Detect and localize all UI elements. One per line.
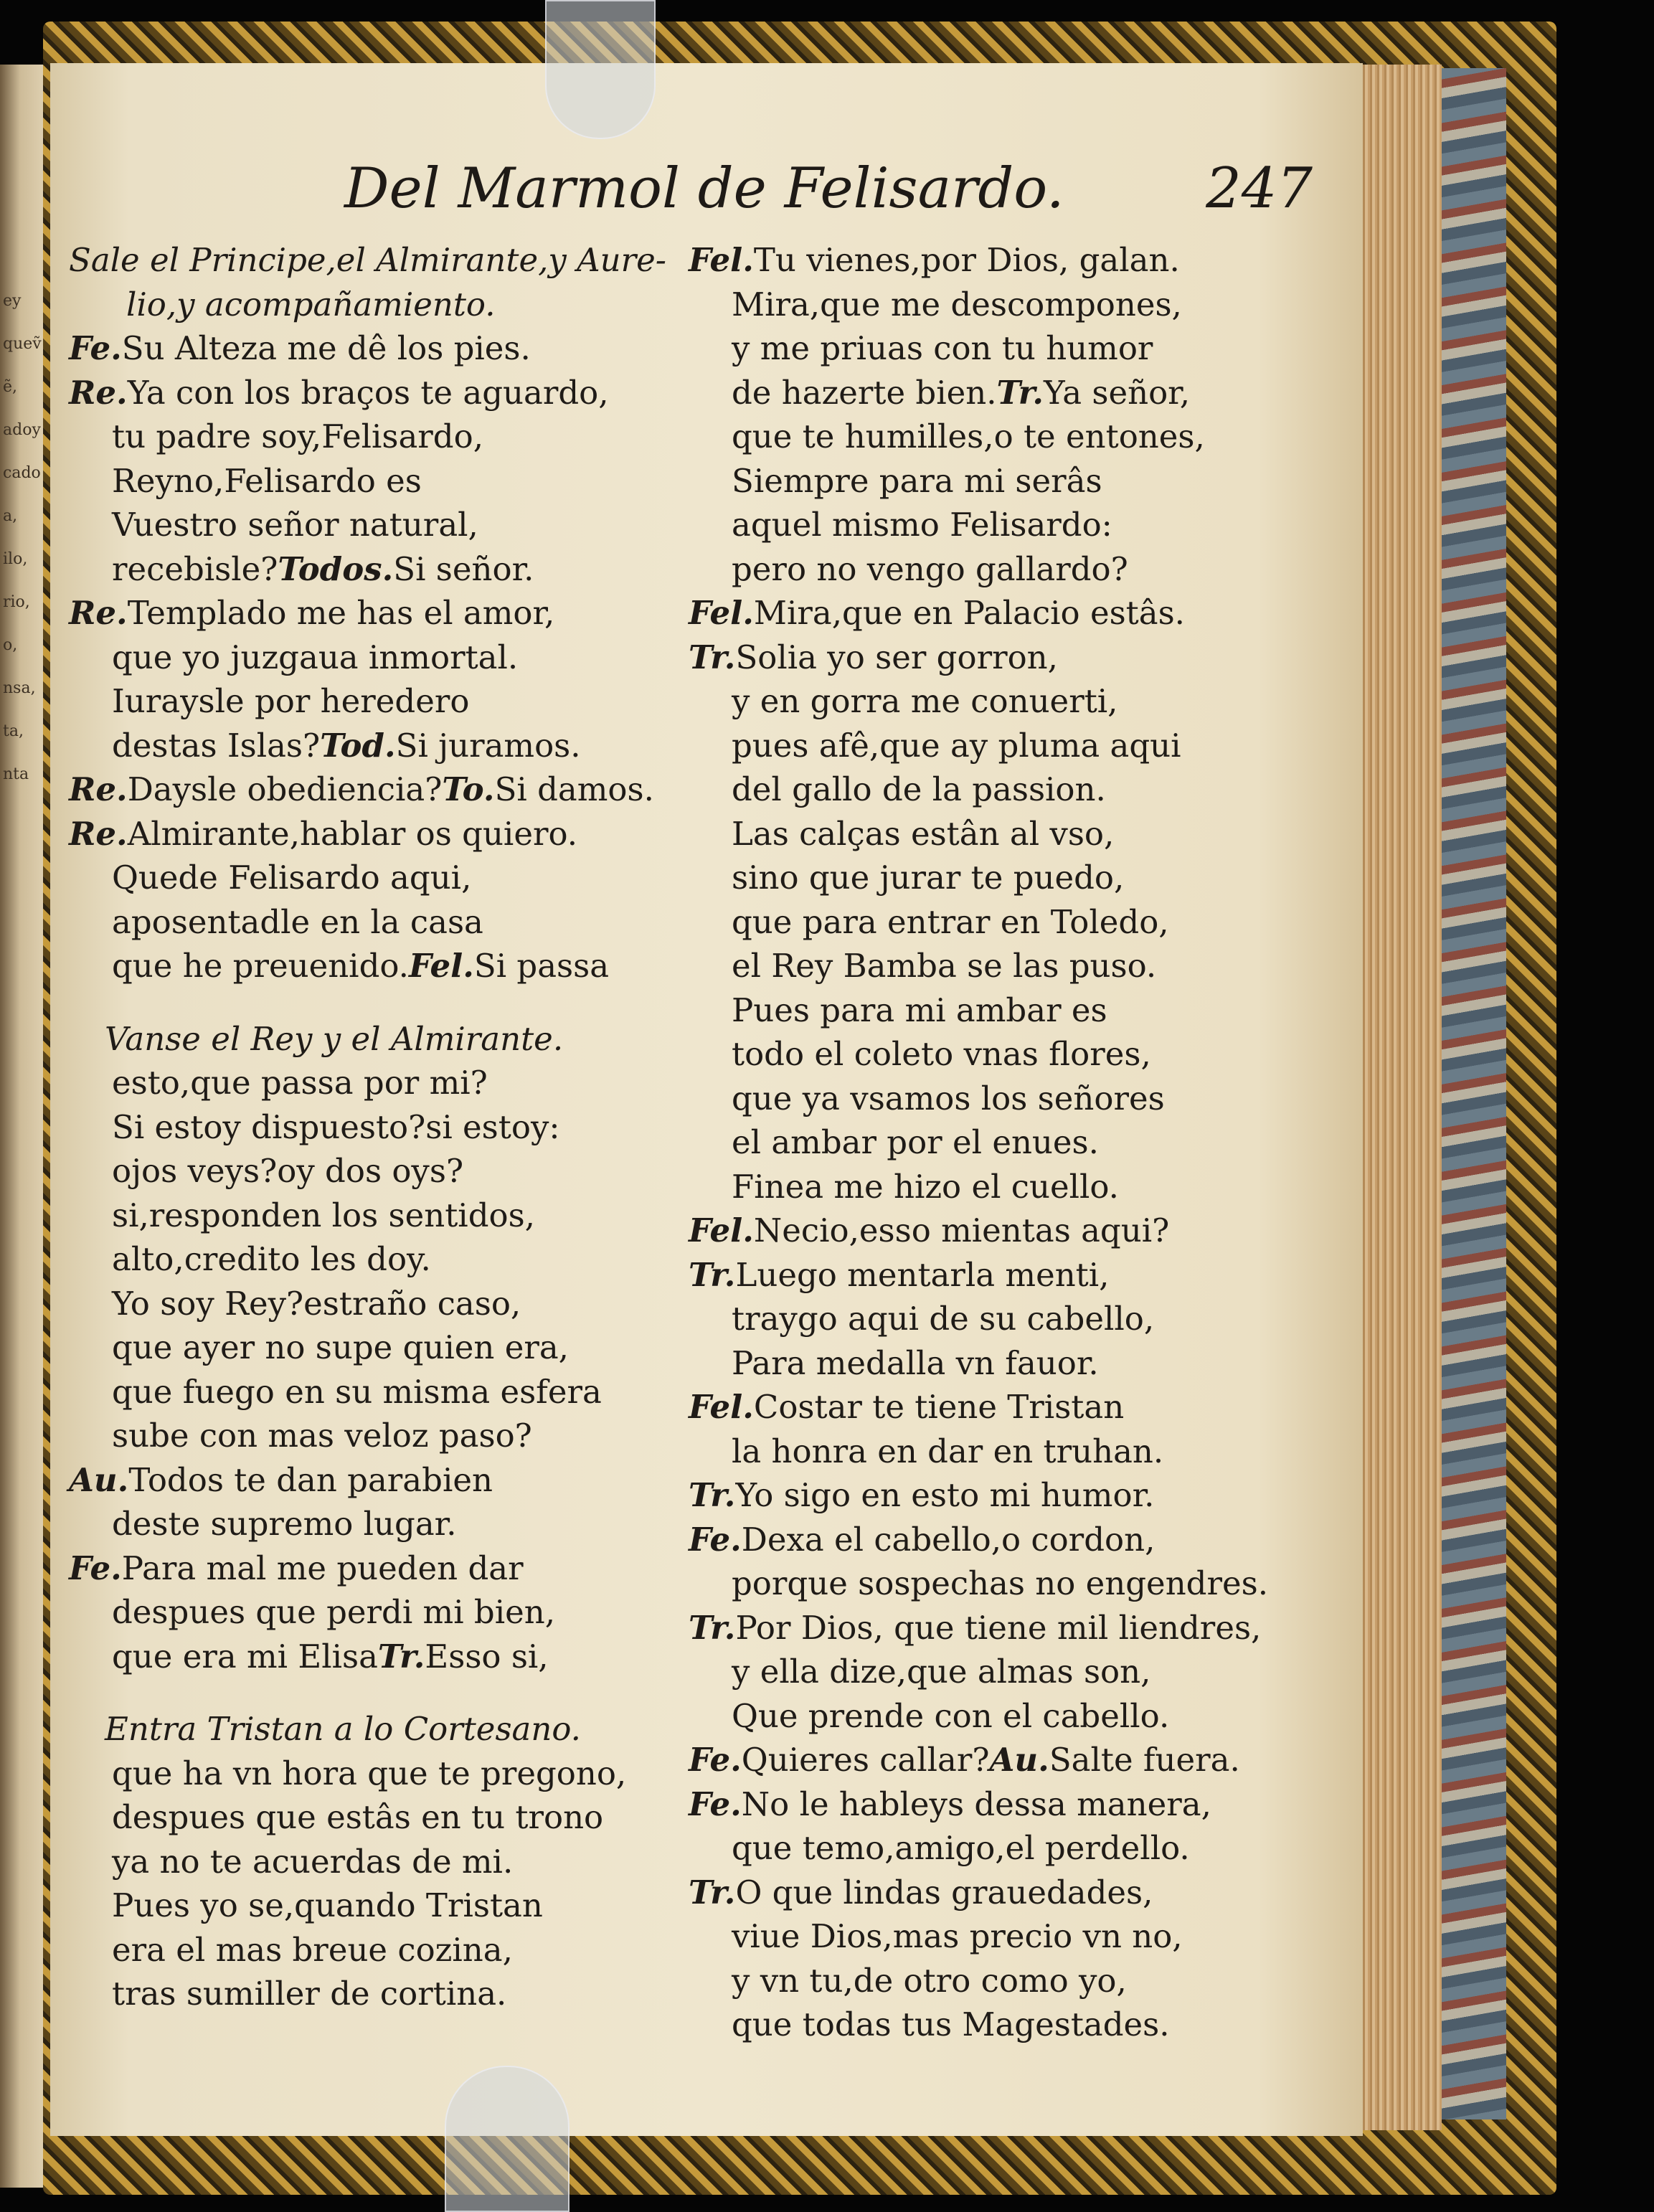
verse-text: Siempre para mi serâs	[732, 461, 1102, 500]
verse-line	[689, 371, 1334, 415]
speaker-label: Tr.	[689, 1476, 736, 1514]
verse-text: si,responden los sentidos,	[112, 1196, 535, 1234]
running-head	[337, 156, 1313, 228]
verse-text: y vn tu,de otro como yo,	[732, 1961, 1127, 2000]
verse-line	[689, 1694, 1334, 1739]
speaker-label: Re.	[69, 814, 128, 853]
verse-line	[69, 1546, 714, 1591]
verse-line	[689, 1650, 1334, 1694]
verse-line	[689, 1959, 1334, 2003]
speaker-label: Tr.	[996, 373, 1044, 412]
verse-line	[689, 1871, 1334, 1915]
verse-line	[689, 459, 1334, 504]
verse-line	[69, 1325, 714, 1370]
verse-text: tu padre soy,Felisardo,	[112, 417, 484, 455]
verse-line	[69, 1590, 714, 1635]
verse-text: que he preuenido.	[112, 947, 409, 985]
speaker-label: Au.	[989, 1741, 1049, 1779]
verse-text: Su Alteza me dê los pies.	[121, 329, 531, 367]
verse-text: que era mi Elisa	[112, 1637, 378, 1675]
verse-line	[69, 1105, 714, 1150]
speaker-label: Fel.	[689, 241, 754, 279]
verse-text: recebisle?	[112, 549, 278, 588]
verse-text: Si passa	[473, 947, 610, 985]
verse-text: Que prende con el cabello.	[732, 1696, 1170, 1735]
speaker-label: Tr.	[689, 1608, 736, 1647]
speaker-label: Todos.	[278, 549, 394, 588]
stanza-gap	[69, 1678, 714, 1707]
left-text-column	[69, 238, 714, 2016]
verse-line	[689, 1561, 1334, 1606]
speaker-label: Tr.	[689, 1255, 736, 1294]
verse-line	[69, 1370, 714, 1414]
verse-line	[689, 1738, 1334, 1782]
verse-line	[69, 238, 714, 283]
verse-line	[689, 1209, 1334, 1253]
speaker-label: Fe.	[689, 1741, 742, 1779]
verse-text: ya no te acuerdas de mi.	[112, 1842, 514, 1881]
verse-text: aposentadle en la casa	[112, 902, 483, 941]
verse-text: alto,credito les doy.	[112, 1240, 431, 1278]
verse-text: deste supremo lugar.	[112, 1505, 457, 1543]
verse-line	[69, 1707, 714, 1752]
verse-text: Para mal me pueden dar	[121, 1549, 524, 1587]
verse-line	[69, 1635, 714, 1679]
verse-text: Si señor.	[393, 549, 534, 588]
verse-text: Salte fuera.	[1049, 1741, 1240, 1779]
verse-text: Yo soy Rey?estraño caso,	[112, 1284, 521, 1323]
verse-line	[69, 812, 714, 856]
verse-line	[69, 1795, 714, 1840]
verse-text: y ella dize,que almas son,	[732, 1653, 1151, 1691]
verse-text: Almirante,hablar os quiero.	[127, 814, 578, 853]
verse-text: Mira,que me descompones,	[732, 285, 1182, 323]
stage-direction: Entra Tristan a lo Cortesano.	[105, 1710, 581, 1748]
verse-line	[69, 1017, 714, 1062]
speaker-label: To.	[442, 770, 495, 808]
verse-text: Necio,esso mientas aqui?	[753, 1211, 1170, 1249]
verse-text: Iuraysle por heredero	[112, 682, 470, 720]
verse-line	[69, 326, 714, 371]
speaker-label: Re.	[69, 770, 128, 808]
verse-text: esto,que passa por mi?	[112, 1064, 488, 1102]
verse-line	[69, 547, 714, 592]
verse-text: Todos te dan parabien	[128, 1460, 493, 1499]
verse-line	[689, 900, 1334, 945]
verse-line	[689, 1826, 1334, 1871]
verse-line	[689, 2003, 1334, 2047]
verse-text: Quede Felisardo aqui,	[112, 859, 472, 897]
verse-text: Luego mentarla menti,	[735, 1255, 1110, 1294]
verse-line	[689, 591, 1334, 635]
verse-line	[689, 1165, 1334, 1209]
verse-text: No le hableys dessa manera,	[741, 1785, 1211, 1823]
verse-text: que ha vn hora que te pregono,	[112, 1754, 627, 1792]
verse-text: Esso si,	[425, 1637, 549, 1675]
verse-text: Templado me has el amor,	[127, 594, 555, 632]
verse-text: sube con mas veloz paso?	[112, 1417, 532, 1455]
stage-direction: Sale el Principe,el Almirante,y Aure-	[69, 241, 666, 279]
verse-text: que fuego en su misma esfera	[112, 1372, 602, 1411]
verse-text: despues que perdi mi bien,	[112, 1593, 556, 1631]
speaker-label: Fe.	[689, 1520, 742, 1559]
verse-text: y me priuas con tu humor	[732, 329, 1153, 367]
verse-text: Costar te tiene Tristan	[753, 1388, 1125, 1426]
verse-text: sino que jurar te puedo,	[732, 859, 1125, 897]
verse-line	[69, 944, 714, 988]
verse-line	[69, 635, 714, 680]
verse-line	[69, 1883, 714, 1928]
verse-text: Vuestro señor natural,	[112, 506, 478, 544]
verse-text: era el mas breue cozina,	[112, 1930, 513, 1969]
verse-line	[69, 503, 714, 547]
verse-text: de hazerte bien.	[732, 373, 997, 412]
verse-line	[689, 1782, 1334, 1827]
verse-text: pues afê,que ay pluma aqui	[732, 726, 1181, 765]
verse-line	[69, 1282, 714, 1326]
verse-line	[689, 415, 1334, 459]
verse-line	[689, 679, 1334, 724]
verse-text: Ya con los braços te aguardo,	[127, 373, 609, 412]
verse-text: del gallo de la passion.	[732, 770, 1106, 808]
verse-text: aquel mismo Felisardo:	[732, 506, 1112, 544]
verse-line	[69, 1061, 714, 1105]
verse-text: Tu vienes,por Dios, galan.	[753, 241, 1180, 279]
speaker-label: Tr.	[689, 1873, 736, 1911]
verse-line	[689, 503, 1334, 547]
speaker-label: Fel.	[689, 1388, 754, 1426]
verse-text: destas Islas?	[112, 726, 321, 765]
verse-line	[69, 767, 714, 812]
running-title: Del Marmol de Felisardo.	[344, 156, 1064, 221]
verse-text: todo el coleto vnas flores,	[732, 1035, 1151, 1073]
verse-text: Por Dios, que tiene mil liendres,	[735, 1608, 1262, 1647]
speaker-label: Tr.	[689, 638, 736, 676]
verse-text: Dexa el cabello,o cordon,	[741, 1520, 1156, 1559]
verse-line	[69, 1752, 714, 1796]
verse-text: tras sumiller de cortina.	[112, 1975, 507, 2013]
verse-line	[689, 1429, 1334, 1474]
verse-text: que yo juzgaua inmortal.	[112, 638, 519, 676]
speaker-label: Au.	[69, 1460, 129, 1499]
stage-direction: lio,y acompañamiento.	[126, 285, 496, 323]
verse-line	[69, 1414, 714, 1458]
verse-line	[689, 1518, 1334, 1562]
verse-text: que temo,amigo,el perdello.	[732, 1829, 1190, 1867]
verse-text: Daysle obediencia?	[127, 770, 443, 808]
verse-line	[689, 1914, 1334, 1959]
verse-line	[689, 988, 1334, 1033]
verse-text: Si damos.	[494, 770, 654, 808]
verse-line	[689, 724, 1334, 768]
verse-line	[69, 1928, 714, 1972]
verse-text: que ya vsamos los señores	[732, 1079, 1165, 1117]
verse-text: traygo aqui de su cabello,	[732, 1300, 1155, 1338]
verse-line	[689, 635, 1334, 680]
verse-line	[69, 856, 714, 900]
verse-text: O que lindas grauedades,	[735, 1873, 1153, 1911]
speaker-label: Fe.	[69, 1549, 122, 1587]
verse-text: despues que estâs en tu trono	[112, 1798, 604, 1836]
verse-text: Las calças estân al vso,	[732, 814, 1115, 853]
verse-line	[69, 1502, 714, 1546]
speaker-label: Tr.	[377, 1637, 425, 1675]
verse-line	[69, 1458, 714, 1503]
verse-text: y en gorra me conuerti,	[732, 682, 1118, 720]
verse-line	[689, 1253, 1334, 1298]
verse-text: Para medalla vn fauor.	[732, 1343, 1099, 1382]
verse-text: que ayer no supe quien era,	[112, 1328, 569, 1366]
verse-text: que te humilles,o te entones,	[732, 417, 1205, 455]
verse-line	[69, 724, 714, 768]
verse-line	[689, 1120, 1334, 1165]
verse-text: Ya señor,	[1044, 373, 1191, 412]
verse-line	[69, 371, 714, 415]
verse-text: ojos veys?oy dos oys?	[112, 1152, 464, 1190]
verse-line	[69, 679, 714, 724]
speaker-label: Re.	[69, 594, 128, 632]
verse-text: Yo sigo en esto mi humor.	[735, 1476, 1155, 1514]
stanza-gap	[69, 988, 714, 1017]
verse-text: Reyno,Felisardo es	[112, 461, 422, 500]
speaker-label: Fel.	[689, 594, 754, 632]
speaker-label: Fel.	[409, 947, 474, 985]
verse-line	[69, 415, 714, 459]
marbled-endpaper	[1431, 68, 1506, 2119]
page-number: 247	[1206, 156, 1313, 221]
verse-text: el Rey Bamba se las puso.	[732, 947, 1157, 985]
verse-line	[69, 591, 714, 635]
verse-line	[689, 1385, 1334, 1429]
verse-text: Mira,que en Palacio estâs.	[753, 594, 1185, 632]
page-clip-bottom	[445, 2066, 570, 2212]
verse-line	[69, 1149, 714, 1194]
verse-line	[689, 856, 1334, 900]
verse-text: pero no vengo gallardo?	[732, 549, 1128, 588]
verse-line	[69, 283, 714, 327]
verse-line	[69, 1194, 714, 1238]
verse-line	[69, 1840, 714, 1884]
verse-text: que todas tus Magestades.	[732, 2005, 1170, 2043]
verse-line	[689, 944, 1334, 988]
verse-line	[689, 283, 1334, 327]
stage-direction: Vanse el Rey y el Almirante.	[105, 1019, 564, 1058]
verse-text: Si juramos.	[395, 726, 581, 765]
verse-text: viue Dios,mas precio vn no,	[732, 1917, 1183, 1955]
verse-text: Si estoy dispuesto?si estoy:	[112, 1107, 560, 1146]
verse-text: Finea me hizo el cuello.	[732, 1167, 1119, 1206]
speaker-label: Fe.	[689, 1785, 742, 1823]
verse-line	[689, 1297, 1334, 1341]
verse-line	[689, 767, 1334, 812]
verse-line	[69, 900, 714, 945]
verse-text: Quieres callar?	[741, 1741, 990, 1779]
verse-line	[689, 238, 1334, 283]
verse-line	[69, 1972, 714, 2016]
speaker-label: Fel.	[689, 1211, 754, 1249]
verse-text: Pues para mi ambar es	[732, 991, 1107, 1029]
adjacent-page-text: ey queṽ ẽ, adoy cado a, ilo, rio, o, nsa, ta, nta	[3, 292, 42, 783]
page-clip-top	[545, 0, 656, 139]
verse-text: el ambar por el enues.	[732, 1123, 1099, 1161]
verse-line	[689, 1032, 1334, 1077]
verse-line	[69, 459, 714, 504]
verse-line	[689, 1606, 1334, 1650]
verse-text: la honra en dar en truhan.	[732, 1432, 1164, 1470]
verse-line	[689, 547, 1334, 592]
verse-text: Pues yo se,quando Tristan	[112, 1886, 543, 1924]
verse-line	[689, 1473, 1334, 1518]
verse-line	[689, 326, 1334, 371]
verse-text: porque sospechas no engendres.	[732, 1564, 1269, 1602]
right-text-column	[689, 238, 1334, 2047]
verse-line	[689, 1341, 1334, 1386]
verse-text: que para entrar en Toledo,	[732, 902, 1169, 941]
speaker-label: Re.	[69, 373, 128, 412]
speaker-label: Fe.	[69, 329, 122, 367]
verse-line	[689, 812, 1334, 856]
verse-line	[69, 1237, 714, 1282]
verse-text: Solia yo ser gorron,	[735, 638, 1058, 676]
speaker-label: Tod.	[320, 726, 396, 765]
verse-line	[689, 1077, 1334, 1121]
